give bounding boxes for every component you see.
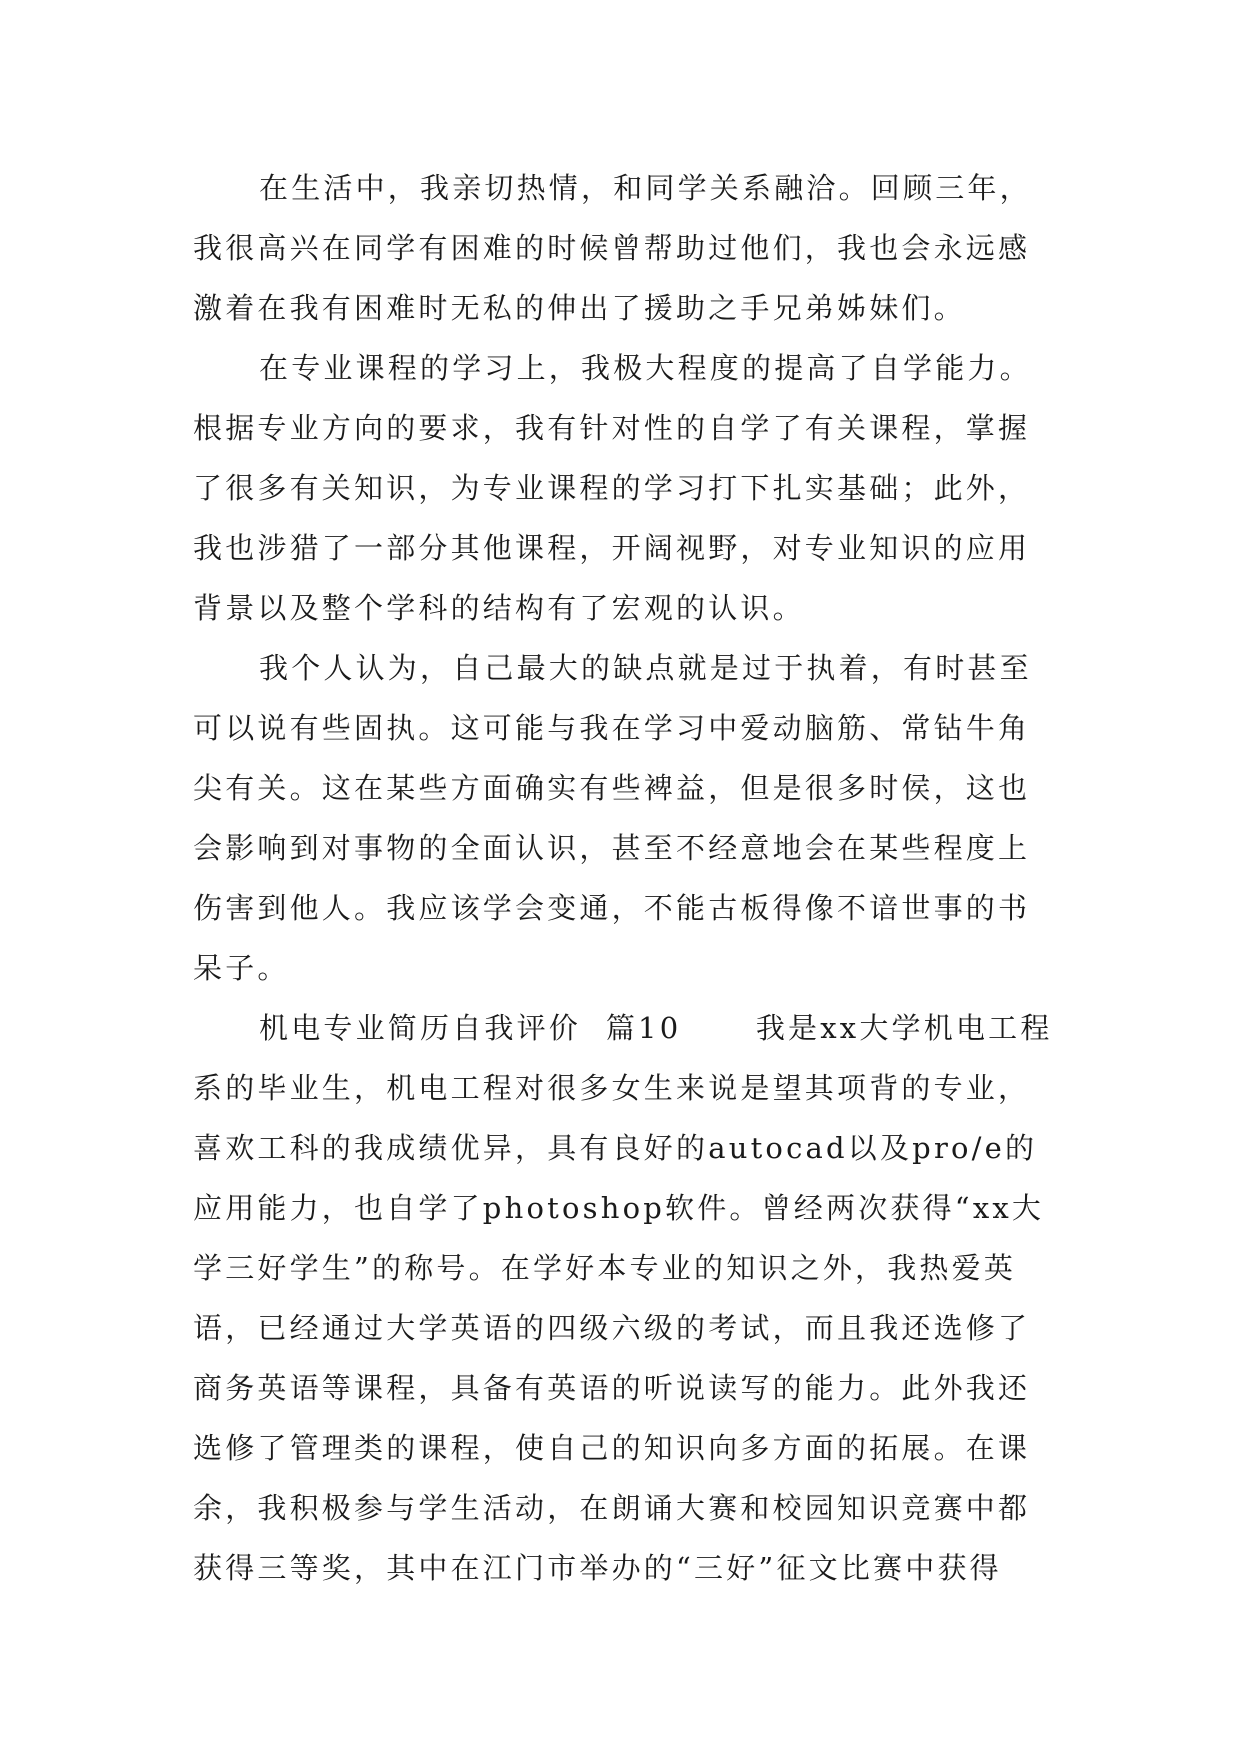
text-line-22: 选修了管理类的课程，使自己的知识向多方面的拓展。在课 <box>193 1431 1031 1465</box>
text-line-17: 喜欢工科的我成绩优异，具有良好的autocad以及pro/e的 <box>193 1131 1038 1165</box>
text-line-11: 尖有关。这在某些方面确实有些裨益，但是很多时侯，这也 <box>193 771 1031 805</box>
text-line-9: 我个人认为，自己最大的缺点就是过于执着，有时甚至 <box>259 651 1032 685</box>
text-line-3: 激着在我有困难时无私的伸出了援助之手兄弟姊妹们。 <box>193 291 966 325</box>
text-line-10: 可以说有些固执。这可能与我在学习中爱动脑筋、常钻牛角 <box>193 711 1031 745</box>
text-line-5: 根据专业方向的要求，我有针对性的自学了有关课程，掌握 <box>193 411 1031 445</box>
text-line-23: 余，我积极参与学生活动，在朗诵大赛和校园知识竞赛中都 <box>193 1491 1031 1525</box>
text-line-24: 获得三等奖，其中在江门市举办的“三好”征文比赛中获得 <box>193 1551 1002 1585</box>
text-line-8: 背景以及整个学科的结构有了宏观的认识。 <box>193 591 805 625</box>
text-line-21: 商务英语等课程，具备有英语的听说读写的能力。此外我还 <box>193 1371 1031 1405</box>
text-line-20: 语，已经通过大学英语的四级六级的考试，而且我还选修了 <box>193 1311 1031 1345</box>
text-line-7: 我也涉猎了一部分其他课程，开阔视野，对专业知识的应用 <box>193 531 1031 565</box>
text-line-16: 系的毕业生，机电工程对很多女生来说是望其项背的专业， <box>193 1071 1031 1105</box>
text-line-14: 呆子。 <box>193 951 290 985</box>
text-line-13: 伤害到他人。我应该学会变通，不能古板得像不谙世事的书 <box>193 891 1031 925</box>
text-line-15: 机电专业简历自我评价 篇10 我是xx大学机电工程 <box>259 1011 1053 1045</box>
text-line-1: 在生活中，我亲切热情，和同学关系融洽。回顾三年， <box>259 171 1032 205</box>
text-line-4: 在专业课程的学习上，我极大程度的提高了自学能力。 <box>259 351 1032 385</box>
text-line-6: 了很多有关知识，为专业课程的学习打下扎实基础；此外， <box>193 471 1031 505</box>
text-line-18: 应用能力，也自学了photoshop软件。曾经两次获得“xx大 <box>193 1191 1045 1225</box>
text-line-12: 会影响到对事物的全面认识，甚至不经意地会在某些程度上 <box>193 831 1031 865</box>
text-line-2: 我很高兴在同学有困难的时候曾帮助过他们，我也会永远感 <box>193 231 1031 265</box>
text-line-19: 学三好学生”的称号。在学好本专业的知识之外，我热爱英 <box>193 1251 1017 1285</box>
